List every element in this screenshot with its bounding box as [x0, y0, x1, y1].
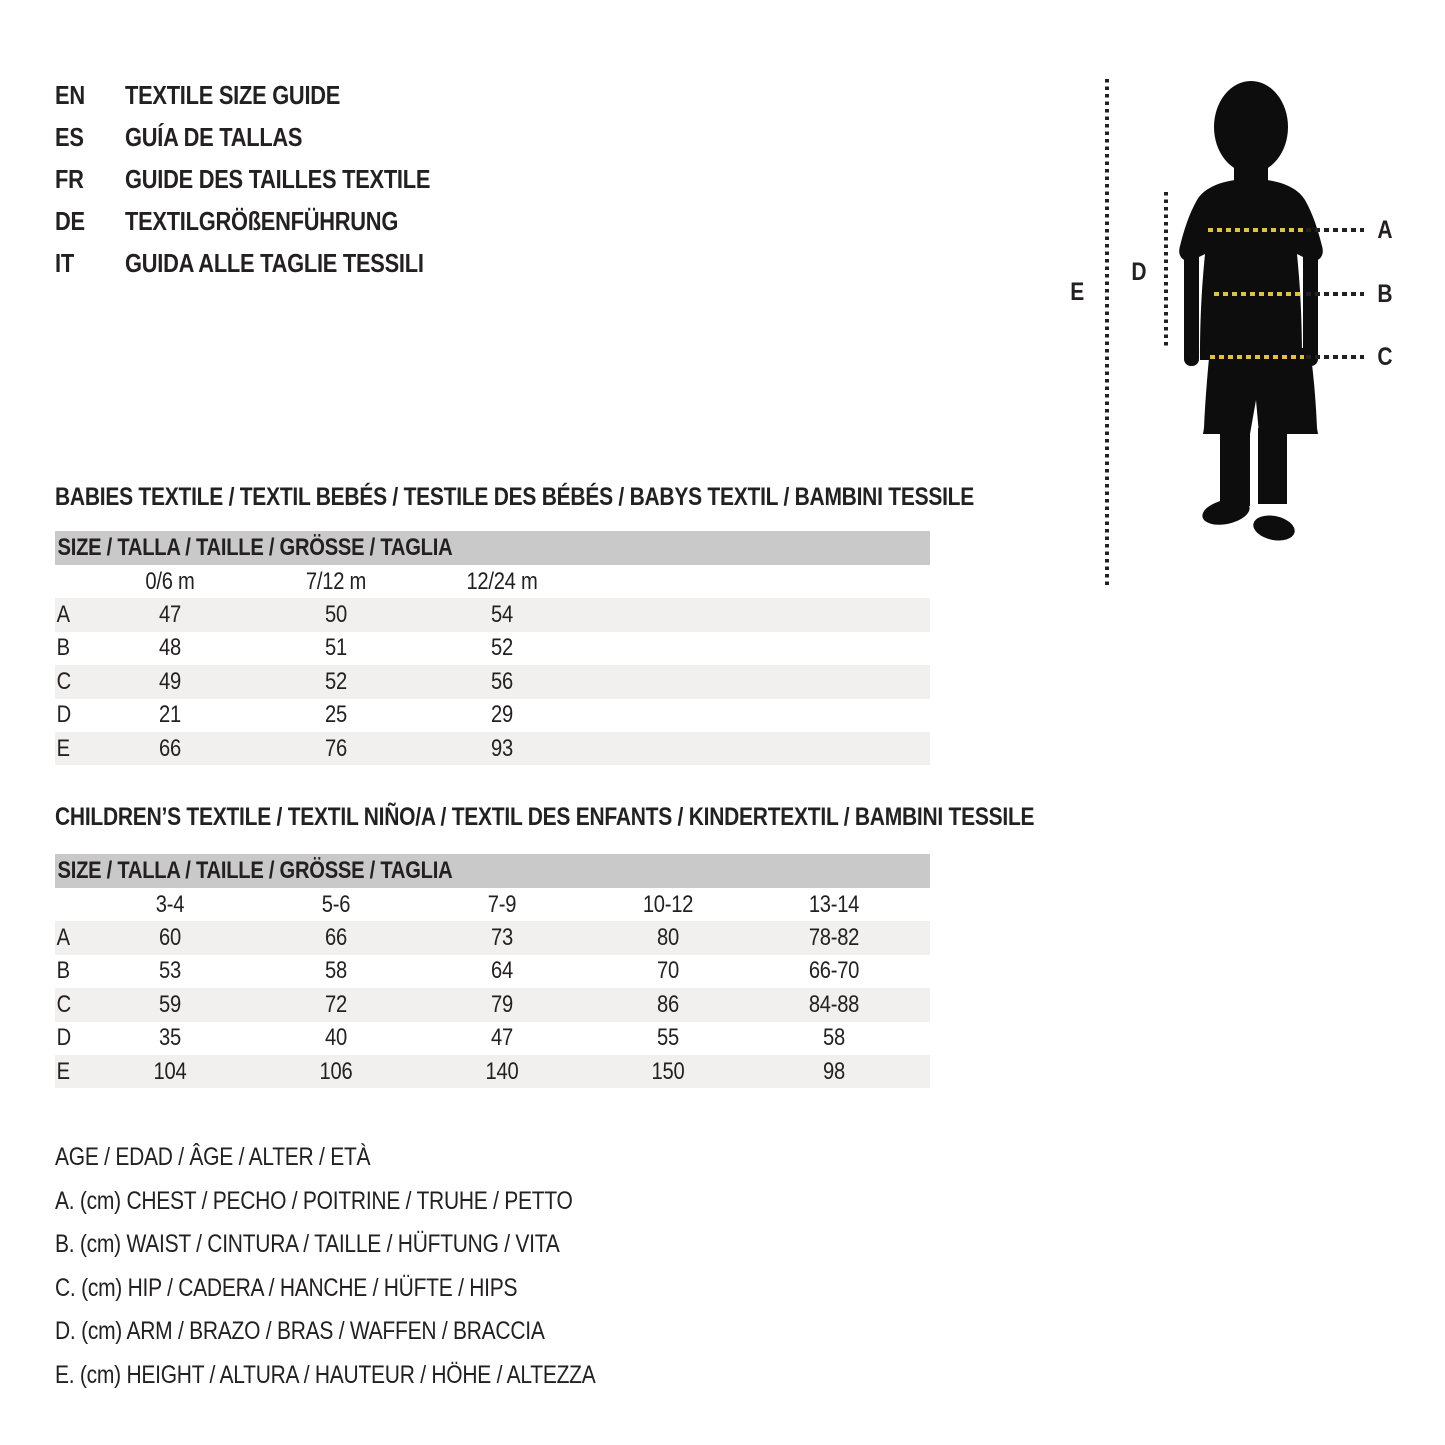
table-cell: 78-82 — [808, 924, 860, 952]
legend-line — [55, 1180, 698, 1224]
legend-line — [55, 1310, 698, 1354]
chest-measure-line-A — [1208, 228, 1304, 232]
table-cell: 140 — [485, 1057, 519, 1085]
column-header: 12/24 m — [466, 567, 538, 595]
column-header-row — [55, 565, 930, 598]
row-label: E — [56, 1057, 70, 1085]
table-cell: 47 — [159, 601, 181, 629]
table-row — [55, 1022, 930, 1055]
table-cell: 98 — [823, 1057, 845, 1085]
language-title-block — [55, 74, 488, 284]
table-row — [55, 1055, 930, 1088]
babies-section-title — [55, 484, 1149, 510]
language-title: TEXTILE SIZE GUIDE — [125, 79, 341, 110]
legend-line-text: A. (cm) CHEST / PECHO / POITRINE / TRUHE / PETTO — [55, 1186, 573, 1215]
row-label: B — [56, 957, 70, 985]
table-cell: 35 — [159, 1024, 181, 1052]
figure-label-d-text: D — [1131, 258, 1147, 286]
legend-line-text: D. (cm) ARM / BRAZO / BRAS / WAFFEN / BRACCIA — [55, 1317, 545, 1346]
table-cell: 73 — [491, 924, 513, 952]
table-row — [55, 732, 930, 765]
figure-label-e — [1064, 278, 1090, 306]
language-code: ES — [55, 121, 84, 152]
figure-label-d — [1126, 258, 1152, 286]
table-cell: 66 — [325, 924, 347, 952]
babies-size-header-bar — [55, 531, 930, 565]
table-cell: 70 — [657, 957, 679, 985]
figure-label-c-text: C — [1377, 343, 1393, 371]
row-label: D — [56, 1024, 71, 1052]
row-label: A — [56, 601, 70, 629]
language-title: GUIDA ALLE TAGLIE TESSILI — [125, 247, 424, 278]
legend-line-text: AGE / EDAD / ÂGE / ALTER / ETÀ — [55, 1143, 371, 1172]
language-row — [55, 158, 488, 200]
column-header: 7/12 m — [305, 567, 367, 595]
table-row — [55, 699, 930, 732]
table-cell: 76 — [325, 734, 347, 762]
table-row — [55, 921, 930, 954]
table-cell: 60 — [159, 924, 181, 952]
column-header: 10-12 — [642, 890, 694, 918]
row-label: A — [56, 924, 70, 952]
table-cell: 66 — [159, 734, 181, 762]
table-cell: 150 — [651, 1057, 685, 1085]
language-title: TEXTILGRÖßENFÜHRUNG — [125, 205, 399, 236]
table-cell: 58 — [823, 1024, 845, 1052]
children-size-table — [55, 854, 930, 1088]
table-cell: 54 — [491, 601, 513, 629]
table-cell: 64 — [491, 957, 513, 985]
language-title: GUIDE DES TAILLES TEXTILE — [125, 163, 431, 194]
height-measure-line-E — [1105, 79, 1109, 588]
table-cell: 59 — [159, 990, 181, 1018]
row-label: C — [56, 667, 71, 695]
babies-table-body — [55, 565, 930, 765]
column-header: 0/6 m — [145, 567, 195, 595]
language-code: EN — [55, 79, 85, 110]
language-row — [55, 200, 488, 242]
figure-label-a-text: A — [1377, 216, 1393, 244]
column-header: 13-14 — [808, 890, 860, 918]
table-cell: 52 — [325, 667, 347, 695]
child-silhouette-figure — [1160, 60, 1360, 560]
figure-label-b-text: B — [1377, 280, 1393, 308]
language-code: DE — [55, 205, 85, 236]
table-cell: 58 — [325, 957, 347, 985]
table-row — [55, 632, 930, 665]
table-cell: 40 — [325, 1024, 347, 1052]
figure-label-a — [1372, 216, 1398, 244]
legend-line-text: B. (cm) WAIST / CINTURA / TAILLE / HÜFTUNG / VITA — [55, 1230, 560, 1259]
babies-size-table — [55, 531, 930, 765]
legend-line — [55, 1267, 698, 1311]
column-header: 7-9 — [487, 890, 517, 918]
children-section-title — [55, 804, 1221, 830]
language-row — [55, 116, 488, 158]
language-code: FR — [55, 163, 84, 194]
row-label: D — [56, 701, 71, 729]
legend-line-text: C. (cm) HIP / CADERA / HANCHE / HÜFTE / HIPS — [55, 1273, 518, 1302]
table-cell: 106 — [319, 1057, 353, 1085]
figure-label-e-text: E — [1070, 278, 1084, 306]
legend-line — [55, 1223, 698, 1267]
table-cell: 86 — [657, 990, 679, 1018]
row-label: B — [56, 634, 70, 662]
table-cell: 51 — [325, 634, 347, 662]
chest-leader-line-A — [1306, 228, 1364, 232]
babies-size-header-text: SIZE / TALLA / TAILLE / GRÖSSE / TAGLIA — [57, 534, 453, 561]
children-size-header-text: SIZE / TALLA / TAILLE / GRÖSSE / TAGLIA — [57, 857, 453, 884]
table-cell: 29 — [491, 701, 513, 729]
table-cell: 93 — [491, 734, 513, 762]
table-cell: 49 — [159, 667, 181, 695]
children-section-title-text: CHILDREN’S TEXTILE / TEXTIL NIÑO/A / TEXTIL DES ENFANTS / KINDERTEXTIL / BAMBINI TESSILE — [55, 803, 1035, 831]
arm-measure-line-D — [1164, 192, 1168, 347]
column-header-row — [55, 888, 930, 921]
hip-measure-line-C — [1210, 355, 1304, 359]
table-cell: 52 — [491, 634, 513, 662]
table-row — [55, 988, 930, 1021]
row-label: E — [56, 734, 70, 762]
waist-leader-line-B — [1306, 292, 1364, 296]
babies-section-title-text: BABIES TEXTILE / TEXTIL BEBÉS / TESTILE DES BÉBÉS / BABYS TEXTIL / BAMBINI TESSILE — [55, 483, 975, 511]
table-cell: 21 — [159, 701, 181, 729]
column-header: 3-4 — [155, 890, 185, 918]
table-cell: 47 — [491, 1024, 513, 1052]
language-title: GUÍA DE TALLAS — [125, 121, 303, 152]
row-label: C — [56, 990, 71, 1018]
table-cell: 104 — [153, 1057, 187, 1085]
measurement-legend — [55, 1136, 698, 1397]
figure-label-b — [1372, 280, 1398, 308]
children-table-body — [55, 888, 930, 1088]
table-row — [55, 665, 930, 698]
language-row — [55, 74, 488, 116]
legend-line — [55, 1354, 698, 1398]
waist-measure-line-B — [1214, 292, 1302, 296]
table-cell: 50 — [325, 601, 347, 629]
figure-label-c — [1372, 343, 1398, 371]
legend-line — [55, 1136, 698, 1180]
language-code: IT — [55, 247, 74, 278]
table-cell: 72 — [325, 990, 347, 1018]
table-cell: 56 — [491, 667, 513, 695]
table-row — [55, 598, 930, 631]
language-row — [55, 242, 488, 284]
table-row — [55, 955, 930, 988]
hip-leader-line-C — [1306, 355, 1364, 359]
table-cell: 79 — [491, 990, 513, 1018]
table-cell: 80 — [657, 924, 679, 952]
column-header: 5-6 — [321, 890, 351, 918]
table-cell: 84-88 — [808, 990, 860, 1018]
table-cell: 48 — [159, 634, 181, 662]
table-cell: 55 — [657, 1024, 679, 1052]
table-cell: 53 — [159, 957, 181, 985]
children-size-header-bar — [55, 854, 930, 888]
table-cell: 66-70 — [808, 957, 860, 985]
legend-line-text: E. (cm) HEIGHT / ALTURA / HAUTEUR / HÖHE / ALTEZZA — [55, 1360, 596, 1389]
table-cell: 25 — [325, 701, 347, 729]
